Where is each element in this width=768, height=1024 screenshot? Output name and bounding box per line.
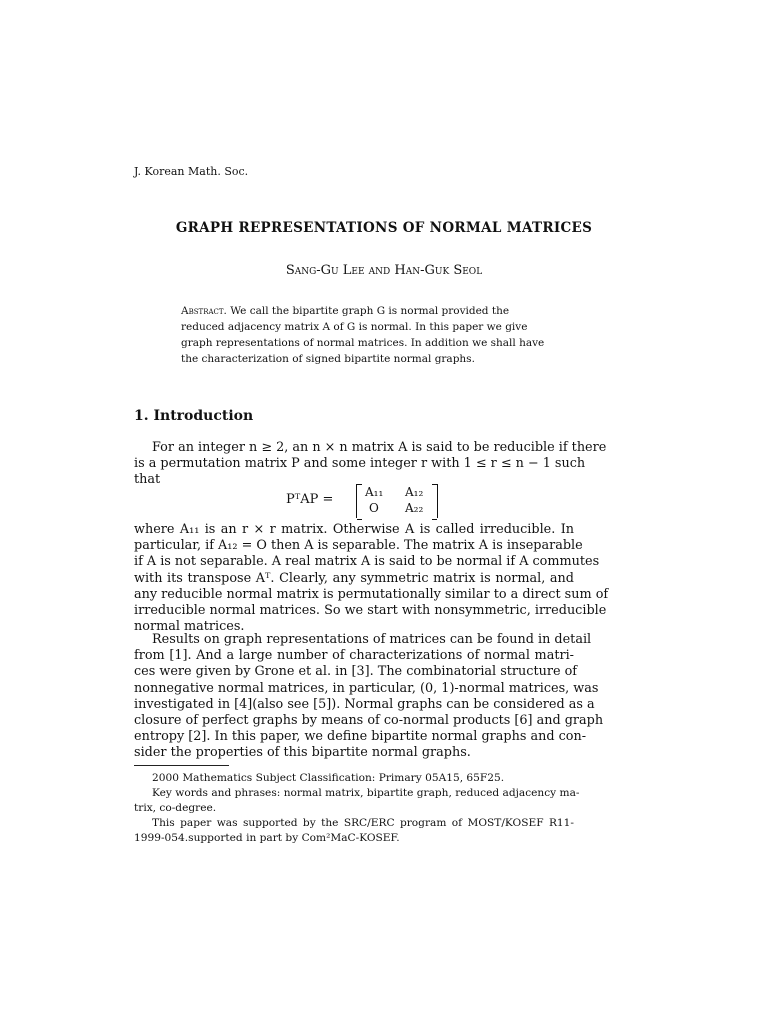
paragraph-line: normal matrices.	[134, 619, 245, 635]
paragraph-definitions	[134, 522, 609, 635]
paragraph-line: investigated in [4](also see [5]). Normal graphs can be considered as a	[134, 696, 595, 712]
matrix-entry-a21: O	[369, 501, 379, 515]
paragraph-line: particular, if A₁₂ = O then A is separable. The matrix A is inseparable	[134, 538, 583, 554]
journal-header: J. Korean Math. Soc.	[134, 165, 249, 178]
matrix-entry-a11: A₁₁	[365, 485, 384, 499]
footnote-rule	[134, 765, 229, 766]
paragraph-line: For an integer n ≥ 2, an n × n matrix A is said to be reducible if there	[152, 440, 607, 455]
abstract	[181, 303, 545, 367]
footnote-line: trix, co-degree.	[134, 802, 217, 814]
abstract-label: Abstract.	[181, 305, 227, 317]
paragraph-line: with its transpose Aᵀ. Clearly, any symmetric matrix is normal, and	[134, 570, 574, 586]
paragraph-line: closure of perfect graphs by means of co-normal products [6] and graph	[134, 713, 604, 729]
paragraph-line: sider the properties of this bipartite normal graphs.	[134, 745, 471, 761]
paragraph-line: if A is not separable. A real matrix A is said to be normal if A commutes	[134, 554, 600, 570]
paragraph-line: where A₁₁ is an r × r matrix. Otherwise A is called irreducible. In	[134, 522, 574, 537]
paragraph-line: ces were given by Grone et al. in [3]. The combinatorial structure of	[134, 664, 578, 680]
paper-title: GRAPH REPRESENTATIONS OF NORMAL MATRICES	[175, 220, 593, 236]
footnote-line: This paper was supported by the SRC/ERC program of MOST/KOSEF R11-	[152, 817, 574, 829]
matrix-entry-a22: A₂₂	[405, 501, 424, 515]
section-heading: 1. Introduction	[134, 408, 254, 424]
paragraph-line: nonnegative normal matrices, in particular, (0, 1)-normal matrices, was	[134, 680, 599, 696]
footnotes	[134, 771, 580, 846]
paragraph-line: irreducible normal matrices. So we start with nonsymmetric, irreducible	[134, 603, 607, 619]
paragraph-related-work	[134, 632, 604, 762]
paragraph-line: that	[134, 472, 161, 488]
paragraph-line: Results on graph representations of matrices can be found in detail	[152, 632, 592, 647]
abstract-line: graph representations of normal matrices. In addition we shall have	[181, 337, 545, 349]
paragraph-line: any reducible normal matrix is permutationally similar to a direct sum of	[134, 586, 609, 602]
display-equation	[286, 484, 446, 520]
paper-authors: Sang-Gu Lee and Han-Guk Seol	[285, 263, 483, 278]
abstract-line: the characterization of signed bipartite normal graphs.	[181, 353, 475, 365]
abstract-line: reduced adjacency matrix A of G is normal. In this paper we give	[181, 321, 528, 333]
footnote-line: Key words and phrases: normal matrix, bipartite graph, reduced adjacency ma-	[152, 787, 580, 799]
footnote-line: 1999-054.supported in part by Com²MaC-KOSEF.	[134, 832, 400, 844]
matrix-entry-a12: A₁₂	[405, 485, 424, 499]
abstract-line: Abstract. We call the bipartite graph G is normal provided the	[181, 305, 510, 317]
block-matrix	[356, 484, 438, 518]
paragraph-line: entropy [2]. In this paper, we define bipartite normal graphs and con-	[134, 729, 587, 745]
paragraph-intro	[134, 440, 607, 489]
footnote-line: 2000 Mathematics Subject Classification: Primary 05A15, 65F25.	[152, 772, 505, 784]
equation-lhs: PᵀAP =	[286, 492, 334, 507]
paragraph-line: from [1]. And a large number of characterizations of normal matri-	[134, 648, 574, 664]
paragraph-line: is a permutation matrix P and some integer r with 1 ≤ r ≤ n − 1 such	[134, 456, 586, 472]
